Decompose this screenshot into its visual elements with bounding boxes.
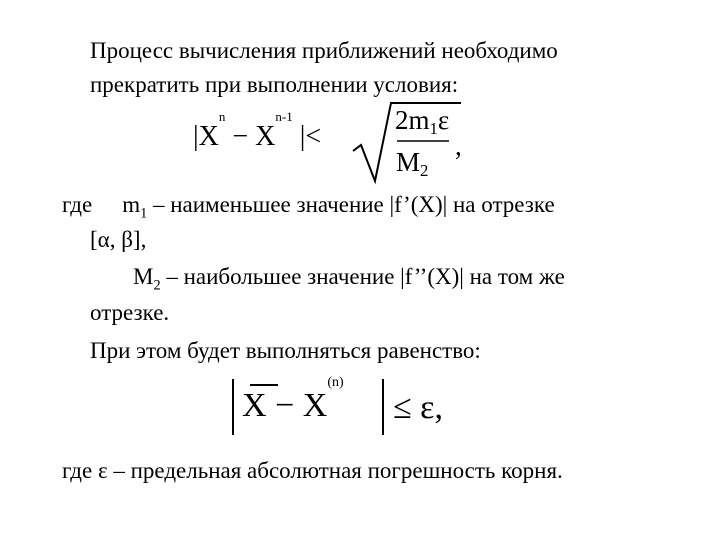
formula1-denominator: M2 <box>396 147 429 180</box>
formula1-lhs: $|X^n - X^{n-1}$ |< <box>193 108 322 152</box>
abs-bar-left <box>232 379 234 435</box>
formula-error-bound <box>228 375 488 435</box>
formula-stopping-condition <box>193 103 483 183</box>
formula2-rhs: ≤ ε, <box>393 389 443 426</box>
paragraph-line-6: отрезке. <box>90 300 170 325</box>
abs-bar-right <box>382 379 384 435</box>
paragraph-line-4: [α, β], <box>90 227 147 252</box>
paragraph-line-2: прекратить при выполнении условия: <box>90 72 459 97</box>
formula2-expression: $X - X^{(n)}$ <box>242 374 344 424</box>
formula1-numerator: 2m1ε <box>395 105 450 138</box>
overline <box>250 384 278 386</box>
paragraph-line-8: где ε – предельная абсолютная погрешность корня. <box>62 458 563 483</box>
formula1-comma: , <box>455 131 462 161</box>
paragraph-line-3: где $m_1$ – наименьшее значение |f’(X)| на отрезке <box>62 192 555 222</box>
paragraph-line-1: Процесс вычисления приближений необходимо <box>90 38 558 63</box>
paragraph-line-7: При этом будет выполняться равенство: <box>90 338 481 363</box>
paragraph-line-5: $M_2$ – наибольшее значение |f’’(X)| на том же <box>133 264 565 294</box>
